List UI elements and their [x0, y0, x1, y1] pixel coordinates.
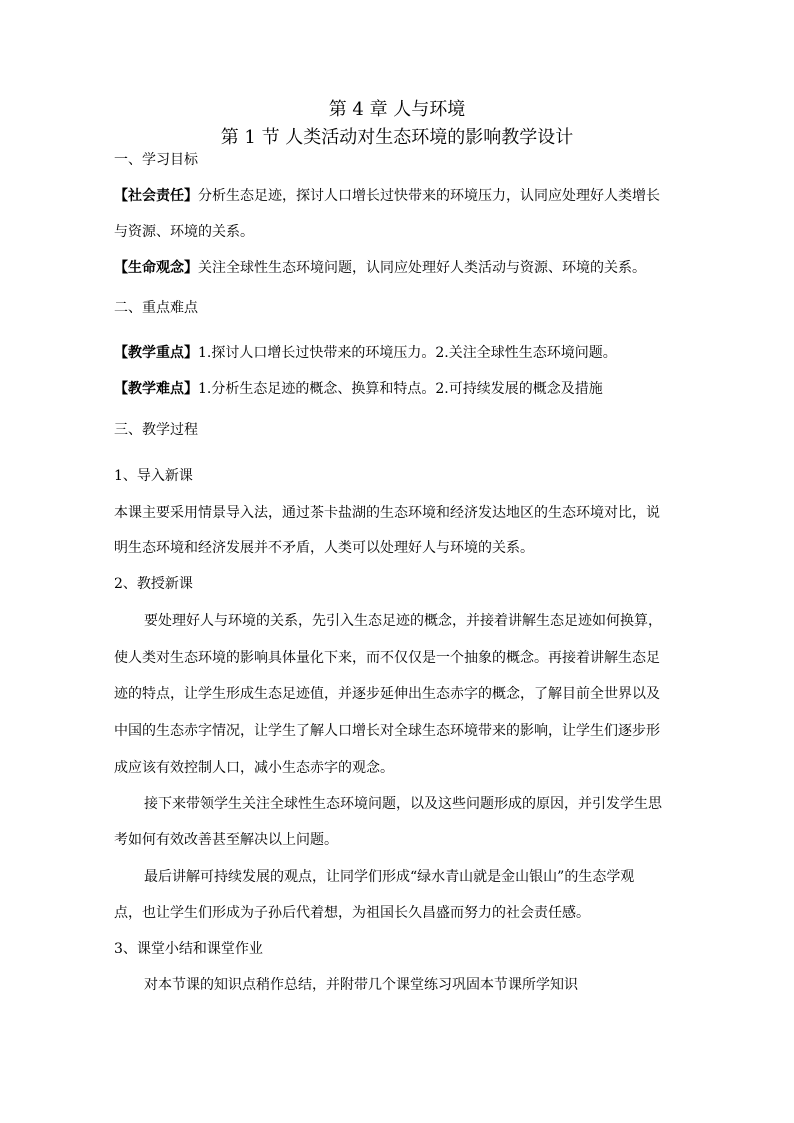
heading-teaching-process: 三、教学过程: [114, 422, 198, 438]
goal1-label: 【社会责任】: [114, 188, 198, 204]
step3-text-line: 对本节课的知识点稍作总结，并附带几个课堂练习巩固本节课所学知识: [144, 977, 578, 993]
goal2-label: 【生命观念】: [114, 260, 198, 276]
diff-label: 【教学难点】: [114, 381, 198, 397]
heading-learning-goals: 一、学习目标: [114, 152, 198, 168]
step2-p1-line: 使人类对生态环境的影响具体量化下来，而不仅仅是一个抽象的概念。再接着讲解生态足: [114, 650, 660, 666]
step2-p2-line: 接下来带领学生关注全球性生态环境问题，以及这些问题形成的原因，并引发学生思: [144, 796, 662, 812]
goal-social-responsibility: [114, 186, 660, 206]
section-title: 第 1 节 人类活动对生态环境的影响教学设计: [220, 127, 574, 148]
step1-text-line: 明生态环境和经济发展并不矛盾，人类可以处理好人与环境的关系。: [114, 540, 534, 556]
goal-life-concept: [114, 258, 646, 278]
step2-p3-line: 点，也让学生们形成为子孙后代着想，为祖国长久昌盛而努力的社会责任感。: [114, 905, 590, 921]
step2-p1-line: 成应该有效控制人口，减小生态赤字的观念。: [114, 760, 394, 776]
key-label: 【教学重点】: [114, 345, 198, 361]
step2-p2-line: 考如何有效改善甚至解决以上问题。: [114, 832, 338, 848]
step3-heading: 3、课堂小结和课堂作业: [114, 941, 263, 957]
goal2-text: 关注全球性生态环境问题，认同应处理好人类活动与资源、环境的关系。: [198, 260, 646, 276]
teaching-difficulty: [114, 379, 603, 399]
step1-text-line: 本课主要采用情景导入法，通过茶卡盐湖的生态环境和经济发达地区的生态环境对比，说: [114, 505, 660, 521]
step2-p1-line: 中国的生态赤字情况，让学生了解人口增长对全球生态环境带来的影响，让学生们逐步形: [114, 723, 660, 739]
goal1-text: 分析生态足迹，探讨人口增长过快带来的环境压力，认同应处理好人类增长: [198, 188, 660, 204]
step2-heading: 2、教授新课: [114, 576, 193, 592]
step2-p3-line: 最后讲解可持续发展的观点，让同学们形成“绿水青山就是金山银山”的生态学观: [144, 869, 635, 885]
key-text: 1.探讨人口增长过快带来的环境压力。2.关注全球性生态环境问题。: [198, 345, 617, 361]
teaching-key-point: [114, 343, 617, 363]
chapter-title: 第 4 章 人与环境: [328, 99, 466, 120]
step1-heading: 1、导入新课: [114, 468, 193, 484]
heading-key-points: 二、重点难点: [114, 300, 198, 316]
goal1-text-cont: 与资源、环境的关系。: [114, 224, 254, 240]
diff-text: 1.分析生态足迹的概念、换算和特点。2.可持续发展的概念及措施: [198, 381, 603, 397]
step2-p1-line: 迹的特点，让学生形成生态足迹值，并逐步延伸出生态赤字的概念，了解目前全世界以及: [114, 686, 660, 702]
step2-p1-line: 要处理好人与环境的关系，先引入生态足迹的概念，并接着讲解生态足迹如何换算，: [144, 613, 662, 629]
